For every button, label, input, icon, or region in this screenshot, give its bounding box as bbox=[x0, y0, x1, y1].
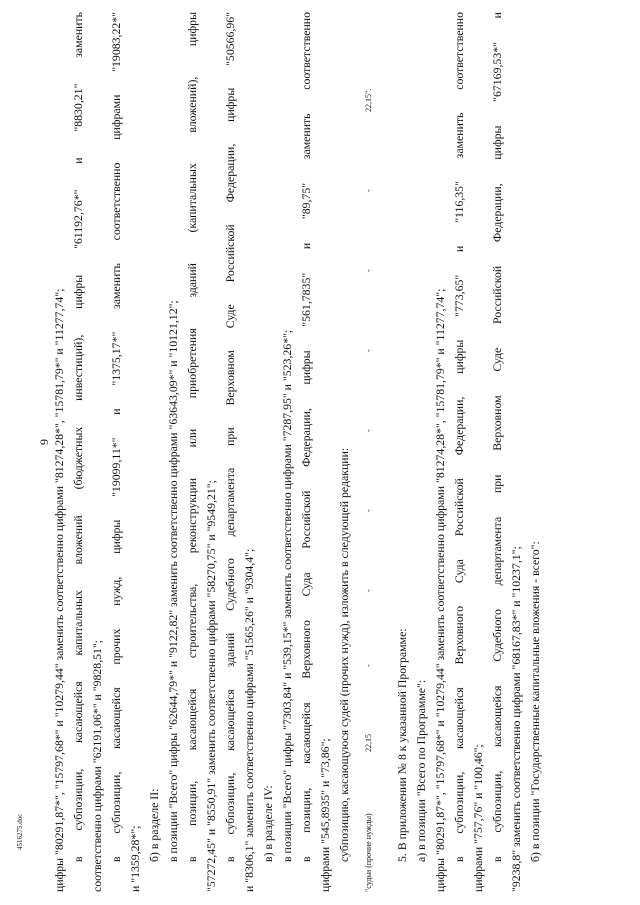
text-line: в субпозиции, касающейся прочих нужд, цифры "19099,11*" и "1375,17*" заменить соответственно цифрами "19083,22*" bbox=[109, 12, 123, 862]
table-cell-dash: - bbox=[364, 189, 373, 192]
text-line: в позиции "Всего" цифры "7303,84" и "539,15*" заменить соответственно цифрами "7287,95" и "523,26*"; bbox=[280, 329, 294, 862]
table-cell-value: 22,15". bbox=[364, 88, 373, 112]
table-cell-dash: - bbox=[364, 664, 373, 667]
text-line: "57272,45" и "8550,91" заменить соответственно цифрами "58270,75" и "9549,21"; bbox=[204, 480, 218, 892]
text-line: цифры "80291,87*", "15797,68*" и "10279,44" заменить соответственно цифрами "81274,28*", "15781,79*" и "11277,74"; bbox=[433, 288, 447, 892]
text-line: цифрами "757,76" и "100,46"; bbox=[471, 744, 485, 892]
section-heading: б) в разделе II: bbox=[147, 788, 161, 862]
section-heading: а) в позиции "Всего по Программе": bbox=[414, 679, 428, 862]
document-id: 4516275.doc bbox=[16, 813, 24, 850]
text-line: и "1359,28*"; bbox=[128, 825, 142, 892]
text-line: соответственно цифрами "62191,06*" и "9828,51"; bbox=[90, 639, 104, 892]
table-cell-dash: - bbox=[364, 589, 373, 592]
text-line: в субпозиции, касающейся капитальных вложений (бюджетных инвестиций), цифры "61192,76*" и "8830,21" заменить bbox=[71, 12, 85, 862]
table-cell-dash: - bbox=[364, 429, 373, 432]
section-heading: 5. В приложении № 8 к указанной Программе: bbox=[395, 628, 409, 862]
text-line: в субпозиции, касающейся зданий Судебного департамента при Верховном Суде Российской Федерации, цифры "50566,96" bbox=[223, 12, 237, 862]
page-number: 9 bbox=[37, 439, 51, 445]
table-cell-label: "судьи (прочие нужды) bbox=[364, 813, 373, 892]
text-line: "9238,8" заменить соответственно цифрами "68167,83*" и "10237,1"; bbox=[509, 546, 523, 892]
table-cell-dash: - bbox=[364, 509, 373, 512]
text-line: в субпозиции, касающейся Судебного департамента при Верховном Суде Российской Федерации, цифры "67169,53*" и bbox=[490, 12, 504, 862]
text-line: в субпозиции, касающейся Верховного Суда Российской Федерации, цифры "773,65" и "116,35" заменить соответственно bbox=[452, 12, 466, 862]
section-heading: б) в позиции "Государственные капитальные вложения - всего": bbox=[528, 541, 542, 862]
table-cell-value: 22,15 bbox=[364, 734, 373, 752]
text-line: в позиции, касающейся строительства, реконструкции или приобретения зданий (капитальных вложений), цифры bbox=[185, 12, 199, 862]
table-cell-dash: - bbox=[364, 349, 373, 352]
section-heading: в) в разделе IV: bbox=[261, 785, 275, 862]
table-row bbox=[362, 12, 376, 892]
text-line: цифры "80291,87*", "15797,68*" и "10279,44" заменить соответственно цифрами "81274,28*", "15781,79*" и "11277,74"; bbox=[52, 288, 66, 892]
text-line: субпозицию, касающуюся судей (прочих нужд), изложить в следующей редакции: bbox=[337, 447, 351, 862]
text-line: и "8306,1" заменить соответственно цифрами "51565,26" и "9304,4"; bbox=[242, 548, 256, 892]
rotated-text-block bbox=[37, 12, 605, 892]
text-line: в позиции "Всего" цифры "62644,79*" и "9122,82" заменить соответственно цифрами "63643,09*" и "10121,12"; bbox=[166, 300, 180, 862]
text-line: в позиции, касающейся Верховного Суда Российской Федерации, цифры "561,7835" и "89,75" заменить соответственно bbox=[299, 12, 313, 862]
text-line: цифрами "545,8935" и "73,86"; bbox=[318, 738, 332, 892]
table-cell-dash: - bbox=[364, 269, 373, 272]
